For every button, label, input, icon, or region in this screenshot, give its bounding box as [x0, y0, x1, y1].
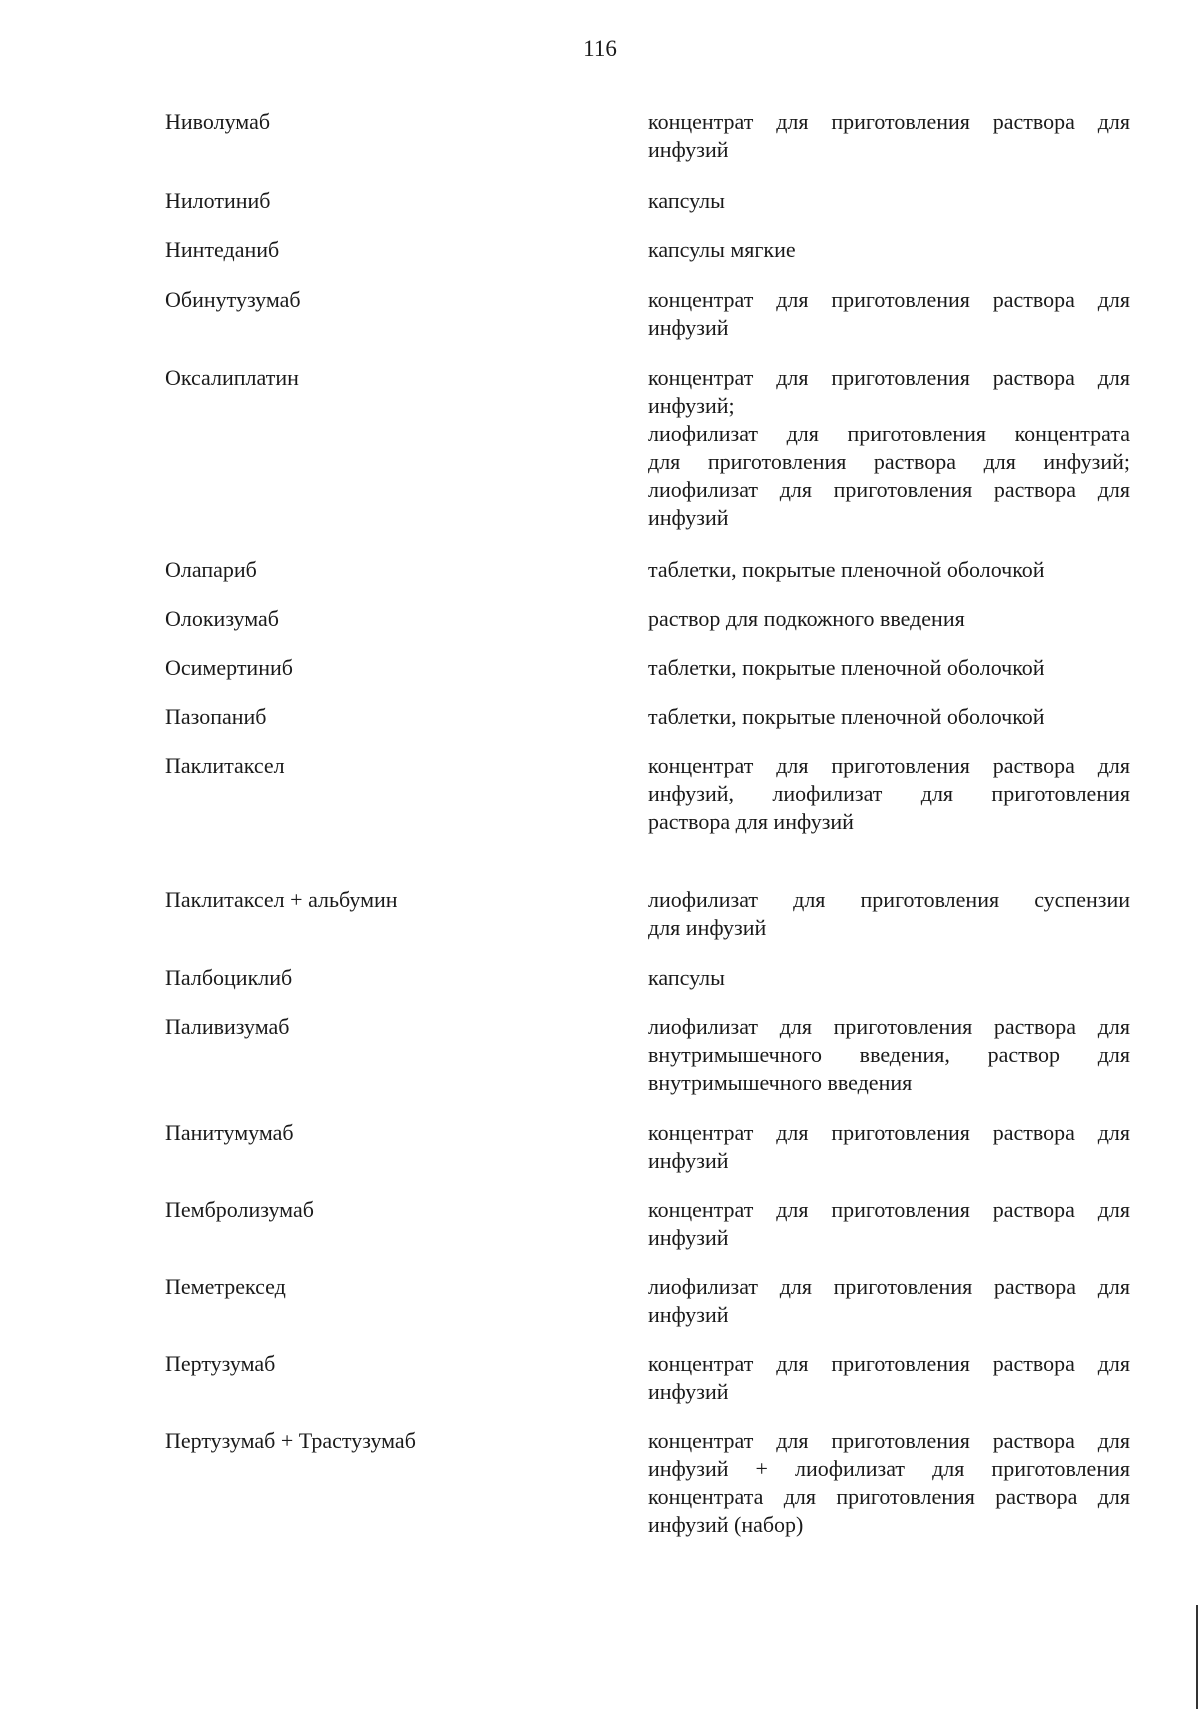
dosage-form-line: лиофилизат для приготовления раствора для — [648, 1274, 1130, 1299]
drug-name: Паклитаксел — [165, 753, 285, 778]
dosage-form-line: инфузий + лиофилизат для приготовления — [648, 1456, 1130, 1481]
dosage-form-line: раствор для подкожного введения — [648, 606, 965, 631]
dosage-form-line: концентрат для приготовления раствора для — [648, 1428, 1130, 1453]
dosage-form — [648, 286, 1130, 342]
dosage-form-line: раствора для инфузий — [648, 809, 854, 834]
dosage-form-line: инфузий — [648, 1302, 729, 1327]
dosage-form-line: концентрат для приготовления раствора для — [648, 365, 1130, 390]
dosage-form-line: для инфузий — [648, 915, 767, 940]
drug-name: Пертузумаб — [165, 1351, 276, 1376]
drug-name: Палбоциклиб — [165, 965, 293, 990]
dosage-form — [648, 236, 1130, 264]
dosage-form — [648, 752, 1130, 836]
drug-name: Пертузумаб + Трастузумаб — [165, 1428, 416, 1453]
dosage-form — [648, 1350, 1130, 1406]
dosage-form-line: для приготовления раствора для инфузий; — [648, 449, 1130, 474]
dosage-form-line: лиофилизат для приготовления суспензии — [648, 887, 1130, 912]
dosage-form-line: концентрат для приготовления раствора для — [648, 287, 1130, 312]
drug-name: Паклитаксел + альбумин — [165, 887, 398, 912]
dosage-form — [648, 187, 1130, 215]
dosage-form-line: инфузий — [648, 1379, 729, 1404]
dosage-form-line: инфузий, лиофилизат для приготовления — [648, 781, 1130, 806]
drug-name: Нилотиниб — [165, 188, 271, 213]
drug-name: Олокизумаб — [165, 606, 279, 631]
dosage-form-line: таблетки, покрытые пленочной оболочкой — [648, 557, 1045, 582]
dosage-form — [648, 605, 1130, 633]
drug-name: Олапариб — [165, 557, 257, 582]
drug-name: Оксалиплатин — [165, 365, 299, 390]
drug-name: Паливизумаб — [165, 1014, 290, 1039]
dosage-form-line: инфузий — [648, 137, 729, 162]
dosage-form — [648, 108, 1130, 164]
dosage-form-line: лиофилизат для приготовления раствора для — [648, 1014, 1130, 1039]
drug-name: Обинутузумаб — [165, 287, 301, 312]
dosage-form-line: капсулы мягкие — [648, 237, 796, 262]
dosage-form-line: инфузий — [648, 1225, 729, 1250]
dosage-form-line: инфузий — [648, 1148, 729, 1173]
dosage-form-line: таблетки, покрытые пленочной оболочкой — [648, 704, 1045, 729]
dosage-form-line: таблетки, покрытые пленочной оболочкой — [648, 655, 1045, 680]
dosage-form — [648, 364, 1130, 532]
page-number: 116 — [583, 36, 617, 61]
drug-name: Нинтеданиб — [165, 237, 280, 262]
dosage-form — [648, 1013, 1130, 1097]
dosage-form — [648, 1273, 1130, 1329]
drug-name: Пеметрексед — [165, 1274, 286, 1299]
dosage-form-line: концентрат для приготовления раствора для — [648, 109, 1130, 134]
dosage-form — [648, 703, 1130, 731]
drug-name: Пазопаниб — [165, 704, 267, 729]
dosage-form — [648, 964, 1130, 992]
dosage-form — [648, 1119, 1130, 1175]
dosage-form-line: концентрат для приготовления раствора для — [648, 753, 1130, 778]
drug-name: Панитумумаб — [165, 1120, 294, 1145]
dosage-form-line: инфузий — [648, 505, 729, 530]
dosage-form-line: капсулы — [648, 188, 725, 213]
dosage-form-line: инфузий — [648, 315, 729, 340]
dosage-form-line: инфузий (набор) — [648, 1512, 804, 1537]
dosage-form-line: внутримышечного введения — [648, 1070, 913, 1095]
drug-name: Осимертиниб — [165, 655, 293, 680]
drug-name: Пембролизумаб — [165, 1197, 314, 1222]
drug-name: Ниволумаб — [165, 109, 271, 134]
dosage-form-line: концентрат для приготовления раствора для — [648, 1197, 1130, 1222]
dosage-form-line: инфузий; — [648, 393, 735, 418]
dosage-form — [648, 556, 1130, 584]
dosage-form-line: внутримышечного введения, раствор для — [648, 1042, 1130, 1067]
dosage-form-line: концентрат для приготовления раствора для — [648, 1351, 1130, 1376]
dosage-form-line: капсулы — [648, 965, 725, 990]
dosage-form — [648, 886, 1130, 942]
dosage-form-line: лиофилизат для приготовления раствора для — [648, 477, 1130, 502]
dosage-form — [648, 1427, 1130, 1539]
dosage-form — [648, 654, 1130, 682]
dosage-form-line: лиофилизат для приготовления концентрата — [648, 421, 1130, 446]
scan-edge-mark — [1196, 1605, 1198, 1709]
dosage-form-line: концентрат для приготовления раствора для — [648, 1120, 1130, 1145]
dosage-form-line: концентрата для приготовления раствора для — [648, 1484, 1130, 1509]
dosage-form — [648, 1196, 1130, 1252]
